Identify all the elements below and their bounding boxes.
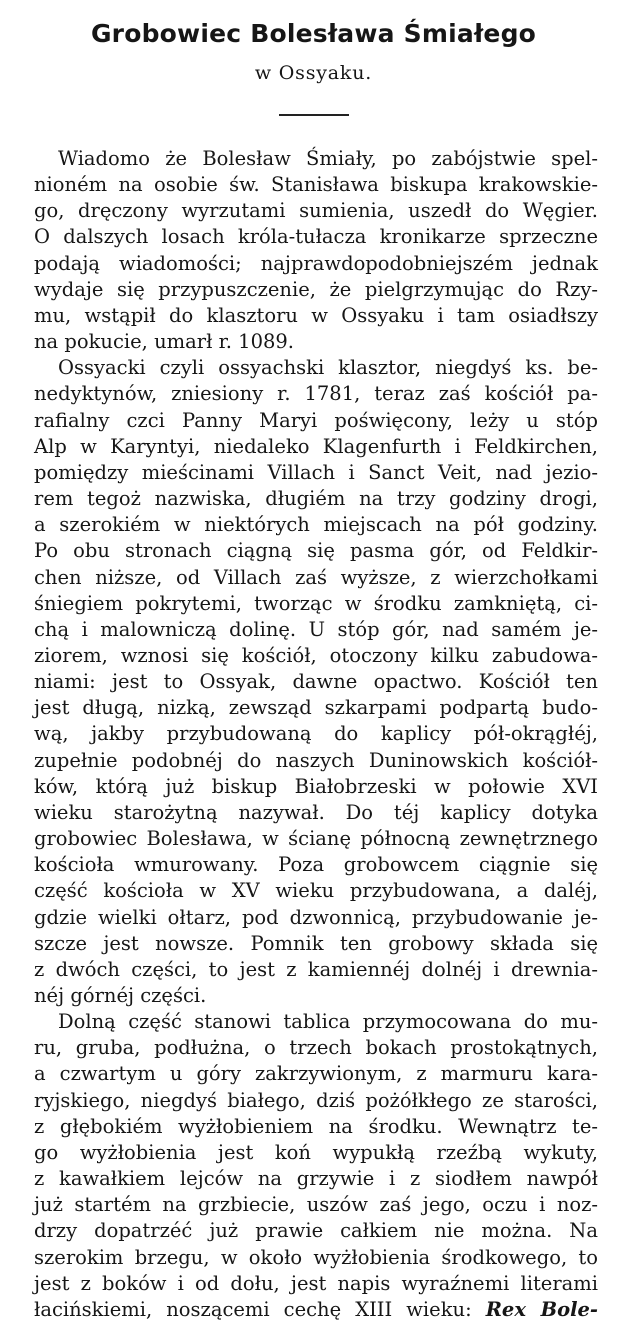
text-line: wą, jakby przybudowaną do kaplicy pół-okrągłéj, — [34, 722, 598, 746]
text-line: a szerokiém w niektórych miejscach na pół godziny. — [34, 513, 598, 537]
text-line: rem tegoż nazwiska, długiém na trzy godziny drogi, — [34, 487, 598, 511]
page-subtitle: w Ossyaku. — [254, 62, 373, 84]
text-line: Alp w Karyntyi, niedaleko Klagenfurth i Feldkirchen, — [34, 434, 598, 458]
text-line: ryjskiego, niegdyś białego, dziś pożółkłego ze starości, — [34, 1088, 598, 1112]
text-line: ziorem, wznosi się kościół, otoczony kilku zabudowa- — [34, 643, 598, 667]
text-line: Wiadomo że Bolesław Śmiały, po zabójstwie spel- — [58, 147, 598, 170]
text-line: niami: jest to Ossyak, dawne opactwo. Kościół ten — [34, 670, 598, 694]
text-line: ru, gruba, podłużna, o trzech bokach prostokątnych, — [34, 1036, 598, 1060]
text-line: z dwóch części, to jest z kamiennéj dolnéj i drewnia- — [34, 957, 598, 981]
text-line: zupełnie podobnéj do naszych Duninowskich kościół- — [34, 748, 598, 772]
text-line: Po obu stronach ciągną się pasma gór, od Feldkir- — [34, 539, 598, 563]
text-line: néj górnéj części. — [34, 984, 207, 1007]
text-line: z kawałkiem lejców na grzywie i z siodłem nawpół — [34, 1167, 598, 1191]
text-line: nedyktynów, zniesiony r. 1781, teraz zaś kościół pa- — [34, 382, 598, 406]
text-line: ków, którą już biskup Białobrzeski w połowie XVI — [34, 774, 598, 798]
text-line: Dolną część stanowi tablica przymocowana do mu- — [58, 1010, 598, 1034]
text-line: chen niższe, od Villach zaś wyższe, z wierzchołkami — [34, 565, 598, 589]
text-line-final — [34, 1297, 598, 1323]
text-line: go wyżłobienia jest koń wypukłą rzeźbą wykuty, — [34, 1140, 598, 1164]
text-line: szcze jest nowsze. Pomnik ten grobowy składa się — [34, 931, 598, 955]
text-line: wieku starożytną nazywał. Do téj kaplicy dotyka — [34, 800, 598, 824]
text-line: szerokim brzegu, w około wyżłobienia środkowego, to — [34, 1245, 598, 1269]
text-line: na pokucie, umarł r. 1089. — [34, 330, 294, 354]
text-line: grobowiec Bolesława, w ścianę północną zewnętrznego — [34, 827, 598, 851]
text-line: jest długą, nizką, zewsząd szkarpami podpartą budo- — [34, 696, 598, 720]
text-line: podają wiadomości; najprawdopodobniejszém jednak — [34, 251, 598, 275]
text-line: rafialny czci Panny Maryi poświęcony, leży u stóp — [34, 408, 598, 432]
text-line: mu, wstąpił do klasztoru w Ossyaku i tam osiadłszy — [34, 303, 598, 327]
text-line: pomiędzy mieścinami Villach i Sanct Veit, nad jezio- — [34, 460, 598, 484]
title-divider — [279, 114, 349, 116]
text-line: go, dręczony wyrzutami sumienia, uszedł do Węgier. — [34, 199, 598, 223]
page-title: Grobowiec Bolesława Śmiałego — [90, 19, 537, 48]
text-line: a czwartym u góry zakrzywionym, z marmuru kara- — [34, 1062, 598, 1086]
text-line: chą i malowniczą dolinę. U stóp gór, nad samém je- — [34, 617, 598, 641]
text-line: część kościoła w XV wieku przybudowana, a daléj, — [34, 879, 598, 903]
text-line: śniegiem pokrytemi, tworząc w środku zamkniętą, ci- — [34, 591, 598, 615]
text-line: kościoła wmurowany. Poza grobowcem ciągnie się — [34, 853, 598, 877]
italic-text: Rex Bole- — [485, 1297, 598, 1321]
text-line-final-regular: łacińskiemi, noszącemi cechę XIII wieku: — [34, 1297, 486, 1321]
text-line: jest z boków i od dołu, jest napis wyraźnemi literami — [34, 1271, 598, 1295]
article-body — [34, 146, 598, 1323]
text-line: Ossyacki czyli ossyachski klasztor, niegdyś ks. be- — [58, 356, 598, 380]
text-line: gdzie wielki ołtarz, pod dzwonnicą, przybudowanie je- — [34, 905, 598, 929]
text-line: O dalszych losach króla-tułacza kronikarze sprzeczne — [34, 225, 598, 249]
text-line: z głębokiém wyżłobieniem na środku. Wewnątrz te- — [34, 1114, 598, 1138]
text-line: już startém na grzbiecie, uszów zaś jego, oczu i noz- — [34, 1193, 598, 1217]
text-line: wydaje się przypuszczenie, że pielgrzymując do Rzy- — [34, 277, 598, 301]
text-line: nioném na osobie św. Stanisława biskupa krakowskie- — [34, 173, 598, 197]
text-line: drzy dopatrzéć już prawie całkiem nie można. Na — [34, 1219, 598, 1243]
